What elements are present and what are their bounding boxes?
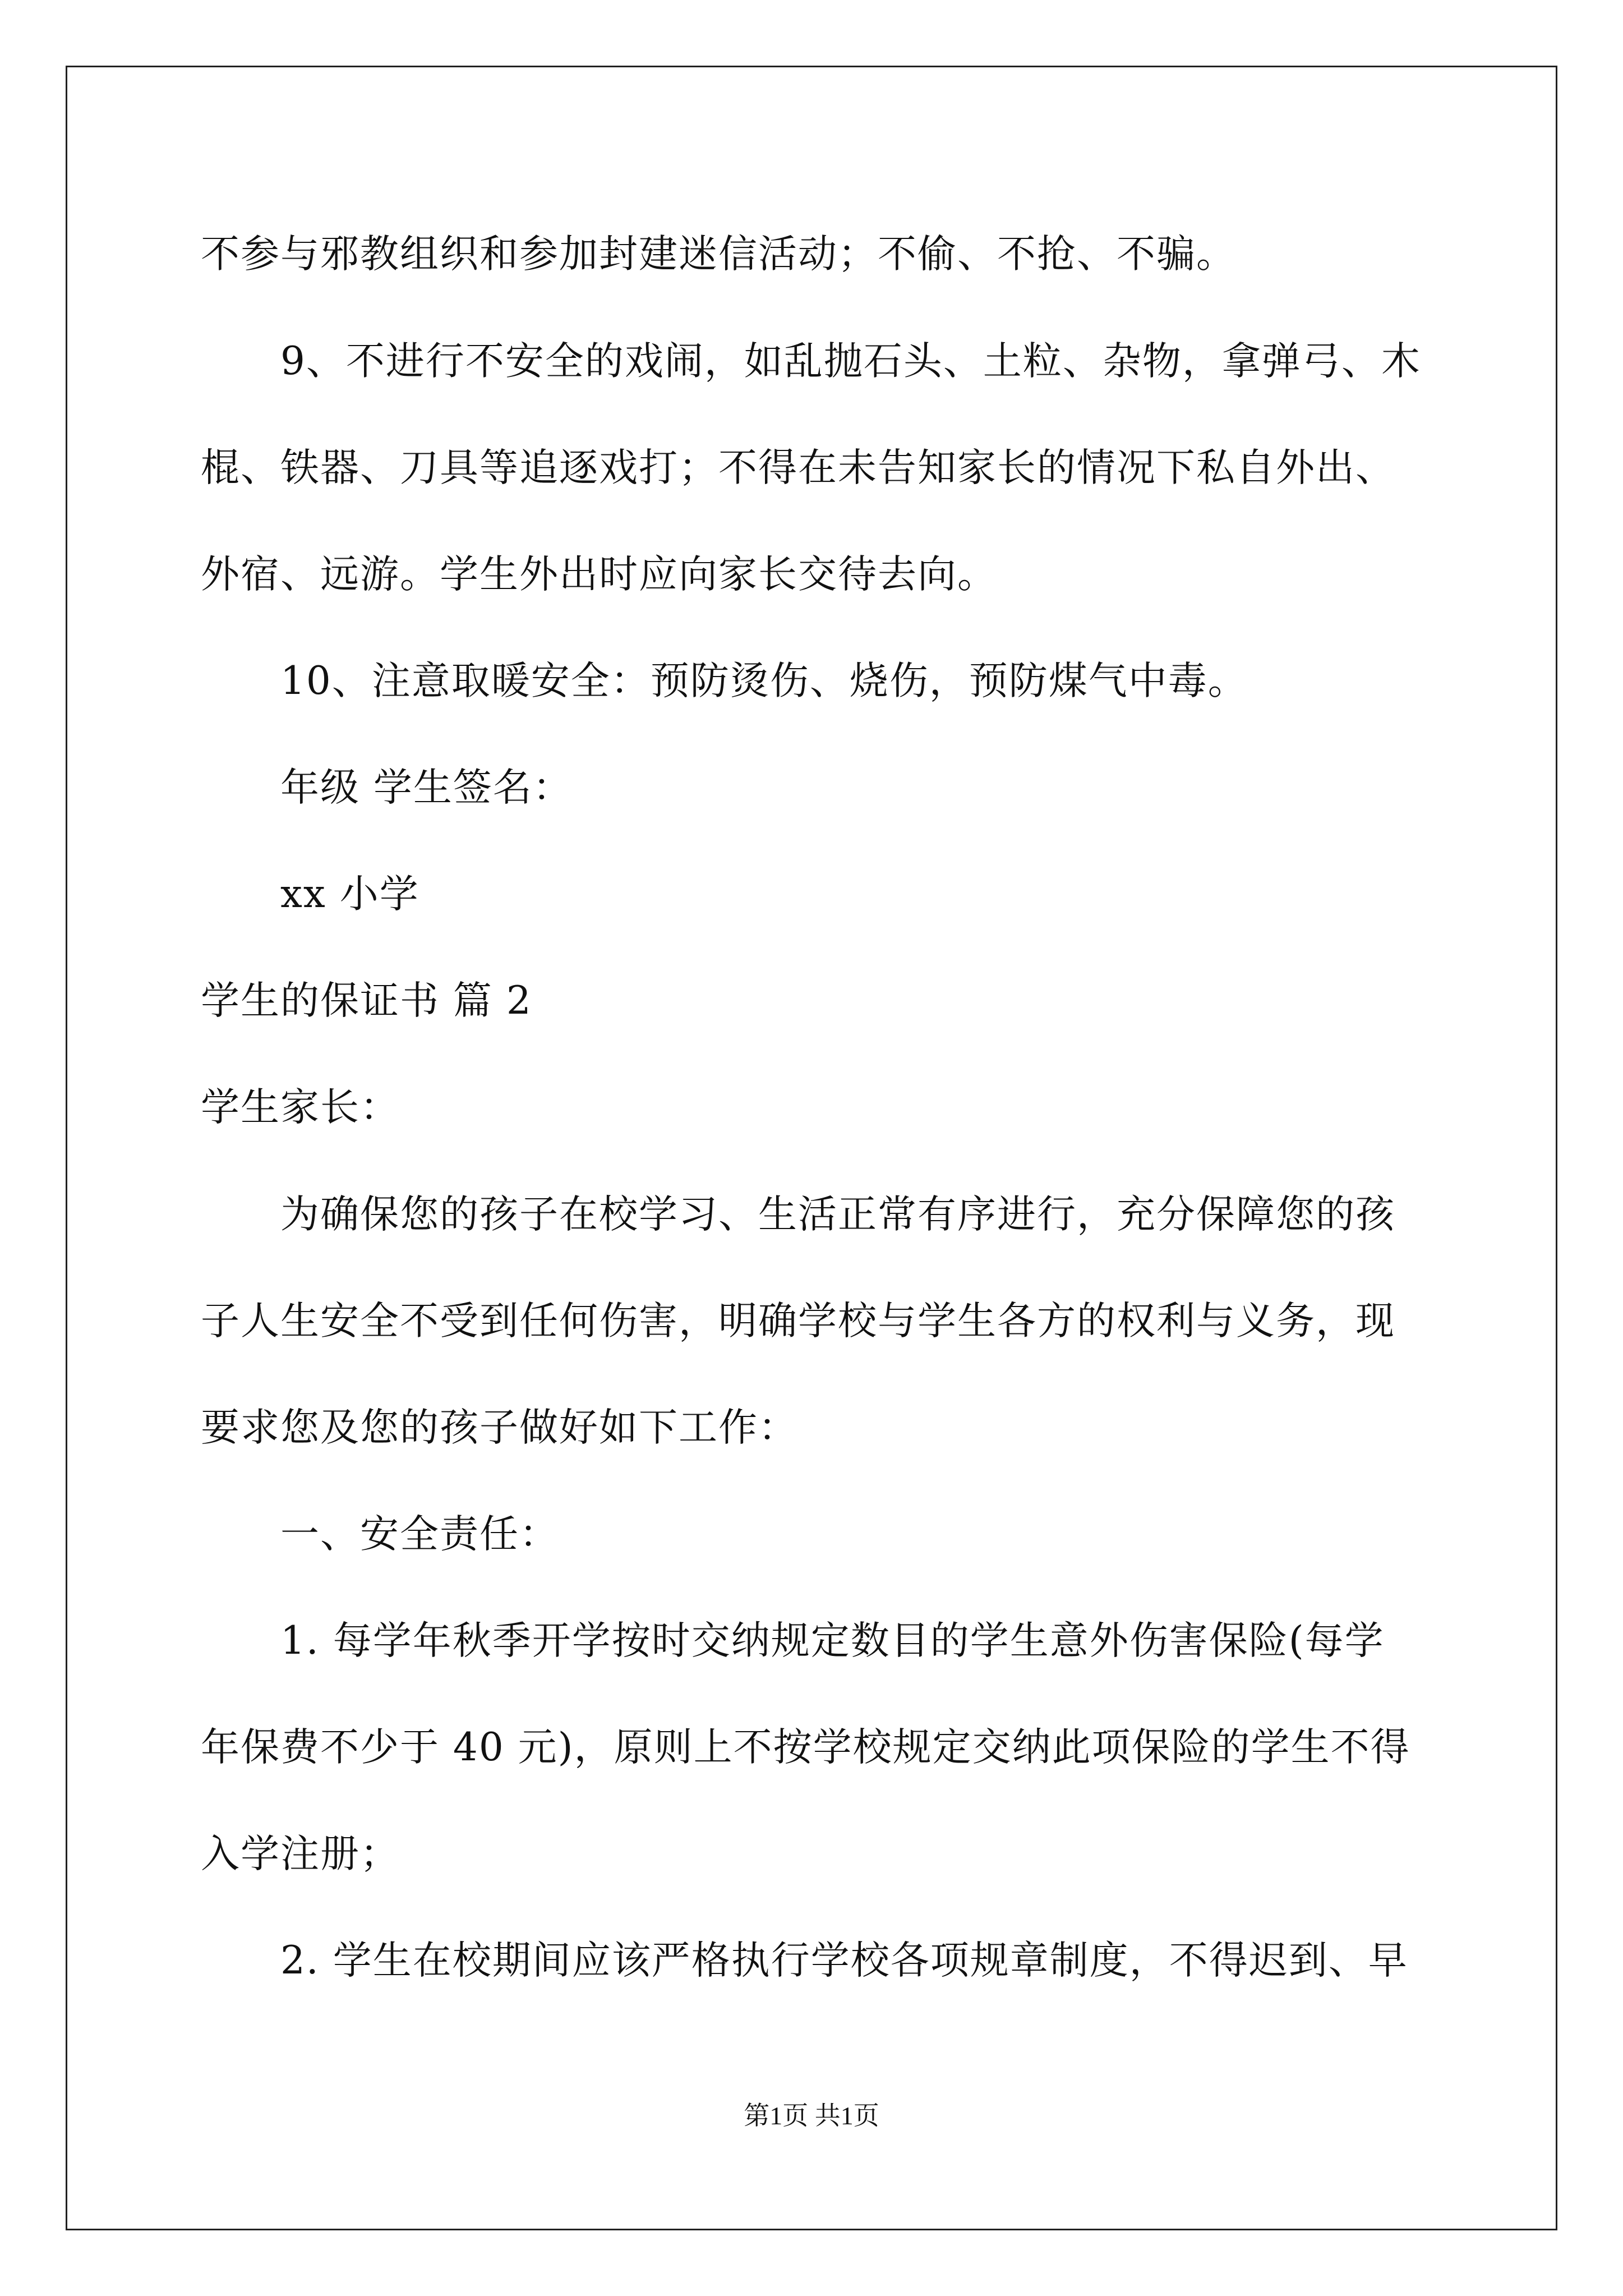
paragraph-line: 入学注册； <box>201 1832 400 1876</box>
salutation: 学生家长： <box>201 1085 400 1130</box>
paragraph-line: 外宿、远游。学生外出时应向家长交待去向。 <box>201 552 997 597</box>
paragraph-line: 为确保您的孩子在校学习、生活正常有序进行，充分保障您的孩 <box>280 1192 1395 1237</box>
paragraph-line: 不参与邪教组织和参加封建迷信活动；不偷、不抢、不骗。 <box>201 232 1236 277</box>
paragraph-line: 要求您及您的孩子做好如下工作： <box>201 1405 798 1450</box>
page-border <box>66 66 1557 2230</box>
subsection-heading: 一、安全责任： <box>280 1512 559 1557</box>
section-title: 学生的保证书 篇 2 <box>201 978 532 1023</box>
page-footer: 第1页 共1页 <box>744 2101 879 2130</box>
paragraph-line: 10、注意取暖安全：预防烫伤、烧伤，预防煤气中毒。 <box>280 659 1248 703</box>
paragraph-line: 棍、铁器、刀具等追逐戏打；不得在未告知家长的情况下私自外出、 <box>201 445 1395 490</box>
paragraph-line: 年保费不少于 40 元)，原则上不按学校规定交纳此项保险的学生不得 <box>201 1725 1410 1770</box>
paragraph-line: 9、不进行不安全的戏闹，如乱抛石头、土粒、杂物，拿弹弓、木 <box>280 339 1421 384</box>
paragraph-line: 1. 每学年秋季开学按时交纳规定数目的学生意外伤害保险(每学 <box>280 1618 1385 1663</box>
paragraph-line: 2. 学生在校期间应该严格执行学校各项规章制度，不得迟到、早 <box>280 1938 1408 1983</box>
paragraph-line: 年级 学生签名： <box>280 765 573 810</box>
paragraph-line: 子人生安全不受到任何伤害，明确学校与学生各方的权利与义务，现 <box>201 1299 1395 1343</box>
paragraph-line: xx 小学 <box>280 872 419 917</box>
